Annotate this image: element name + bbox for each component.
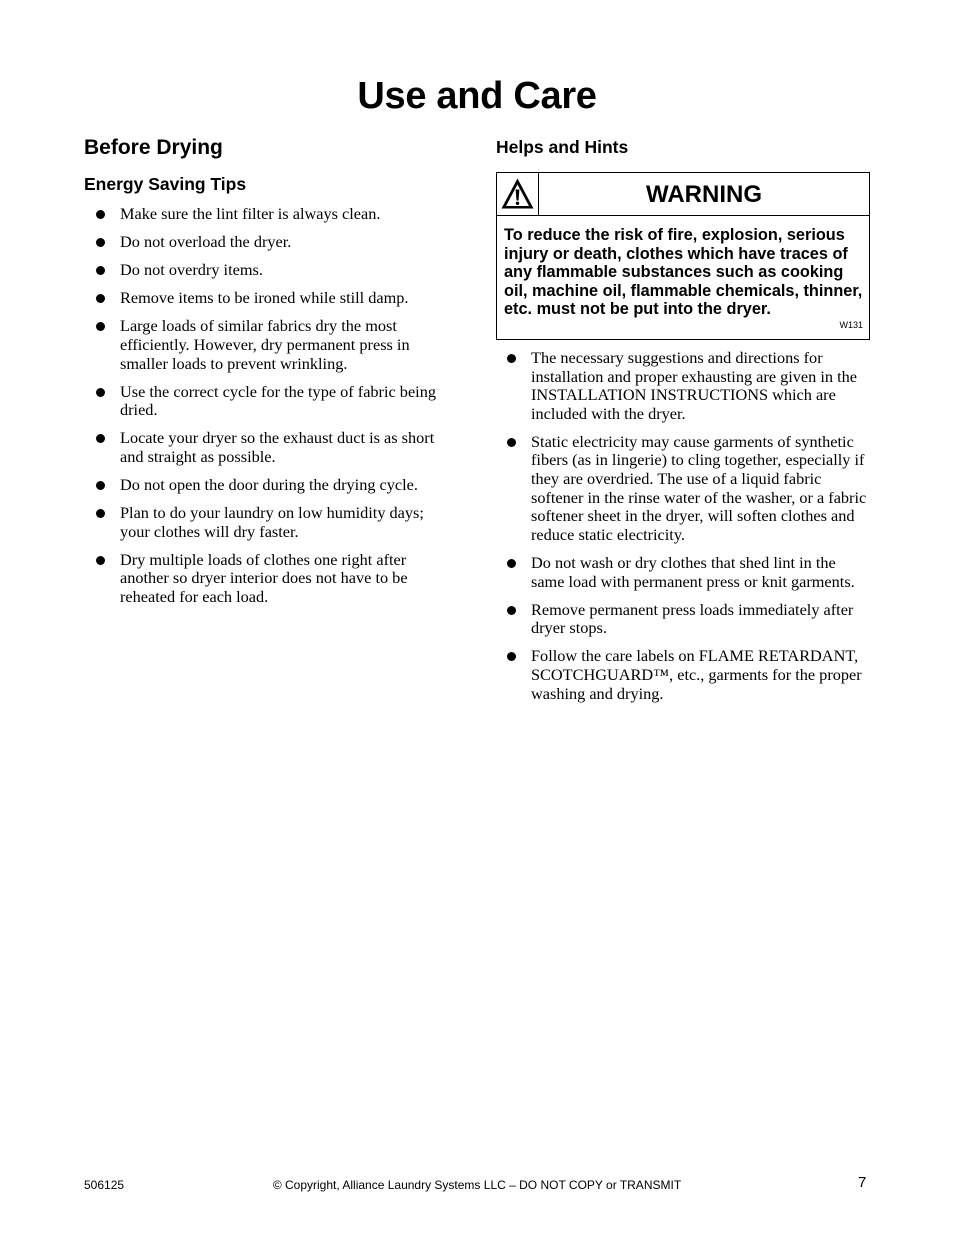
helps-hints-list: [496, 349, 872, 713]
bullet-icon: [96, 434, 105, 443]
energy-tips-list: [85, 205, 457, 616]
list-item-text: Use the correct cycle for the type of fabric being dried.: [120, 381, 436, 420]
bullet-icon: [96, 322, 105, 331]
list-item-text: Plan to do your laundry on low humidity days; your clothes will dry faster.: [120, 503, 424, 541]
bullet-icon: [96, 481, 105, 490]
list-item-text: Static electricity may cause garments of synthetic fibers (as in lingerie) to cling together, especially if they are overdried. The use of a liquid fabric softener in the rinse water of the washer, or a fabric softener sheet in the dryer, will soften clothes and reduce static electricity.: [531, 431, 867, 544]
bullet-icon: [96, 388, 105, 397]
list-item: [496, 647, 872, 703]
list-item-text: Large loads of similar fabrics dry the most efficiently. However, dry permanent press in smaller loads to prevent wrinkling.: [120, 316, 410, 373]
list-item-text: Remove permanent press loads immediately after dryer stops.: [531, 599, 854, 638]
list-item: [85, 317, 457, 373]
bullet-icon: [96, 294, 105, 303]
list-item: [496, 349, 872, 423]
bullet-icon: [96, 509, 105, 518]
list-item-text: The necessary suggestions and directions for installation and proper exhausting are given in the INSTALLATION INSTRUCTIONS which are included with the dryer.: [531, 348, 857, 423]
list-item-text: Remove items to be ironed while still damp.: [120, 288, 409, 308]
subheading-energy-saving-tips: Energy Saving Tips: [84, 174, 247, 194]
list-item: [85, 476, 457, 495]
list-item-text: Do not open the door during the drying cycle.: [120, 475, 418, 495]
list-item: [85, 383, 457, 420]
list-item-text: Locate your dryer so the exhaust duct is as short and straight as possible.: [120, 428, 435, 466]
bullet-icon: [96, 238, 105, 247]
list-item: [496, 554, 872, 591]
warning-triangle-icon: [500, 177, 535, 210]
list-item-text: Make sure the lint filter is always clean.: [120, 204, 381, 223]
list-item-text: Do not overload the dryer.: [120, 232, 292, 252]
list-item-text: Dry multiple loads of clothes one right after another so dryer interior does not have to be reheated for each load.: [120, 549, 408, 606]
warning-text: To reduce the risk of fire, explosion, serious injury or death, clothes which have traces of any flammable substances such as cooking oil, machine oil, flammable chemicals, thinner, etc. must not be put into the dryer.: [504, 226, 863, 319]
bullet-icon: [96, 210, 105, 219]
bullet-icon: [507, 606, 516, 615]
list-item: [85, 205, 457, 224]
list-item-text: Do not wash or dry clothes that shed lint in the same load with permanent press or knit garments.: [531, 552, 855, 591]
list-item: [85, 551, 457, 607]
list-item: [85, 261, 457, 280]
footer-doc-number: 506125: [84, 1178, 125, 1192]
section-heading-before-drying: Before Drying: [84, 136, 223, 159]
bullet-icon: [507, 652, 516, 661]
warning-header: [497, 173, 869, 216]
list-item: [85, 233, 457, 252]
bullet-icon: [507, 354, 516, 363]
bullet-icon: [507, 438, 516, 447]
bullet-icon: [96, 556, 105, 565]
page-number: 7: [858, 1174, 867, 1191]
bullet-icon: [96, 266, 105, 275]
list-item: [85, 504, 457, 541]
list-item: [85, 429, 457, 466]
list-item: [496, 433, 872, 545]
warning-icon-cell: [497, 173, 539, 215]
list-item-text: Do not overdry items.: [120, 260, 263, 280]
warning-code: W131: [839, 320, 863, 330]
bullet-icon: [507, 559, 516, 568]
page-title: Use and Care: [357, 75, 597, 117]
warning-title: WARNING: [646, 181, 762, 208]
list-item: [496, 601, 872, 638]
list-item-text: Follow the care labels on FLAME RETARDANT, SCOTCHGUARD™, etc., garments for the proper washing and drying.: [531, 646, 862, 703]
list-item: [85, 289, 457, 308]
section-heading-helps-and-hints: Helps and Hints: [496, 137, 629, 157]
warning-box: [496, 172, 870, 340]
footer-copyright: © Copyright, Alliance Laundry Systems LLC – DO NOT COPY or TRANSMIT: [272, 1178, 682, 1192]
